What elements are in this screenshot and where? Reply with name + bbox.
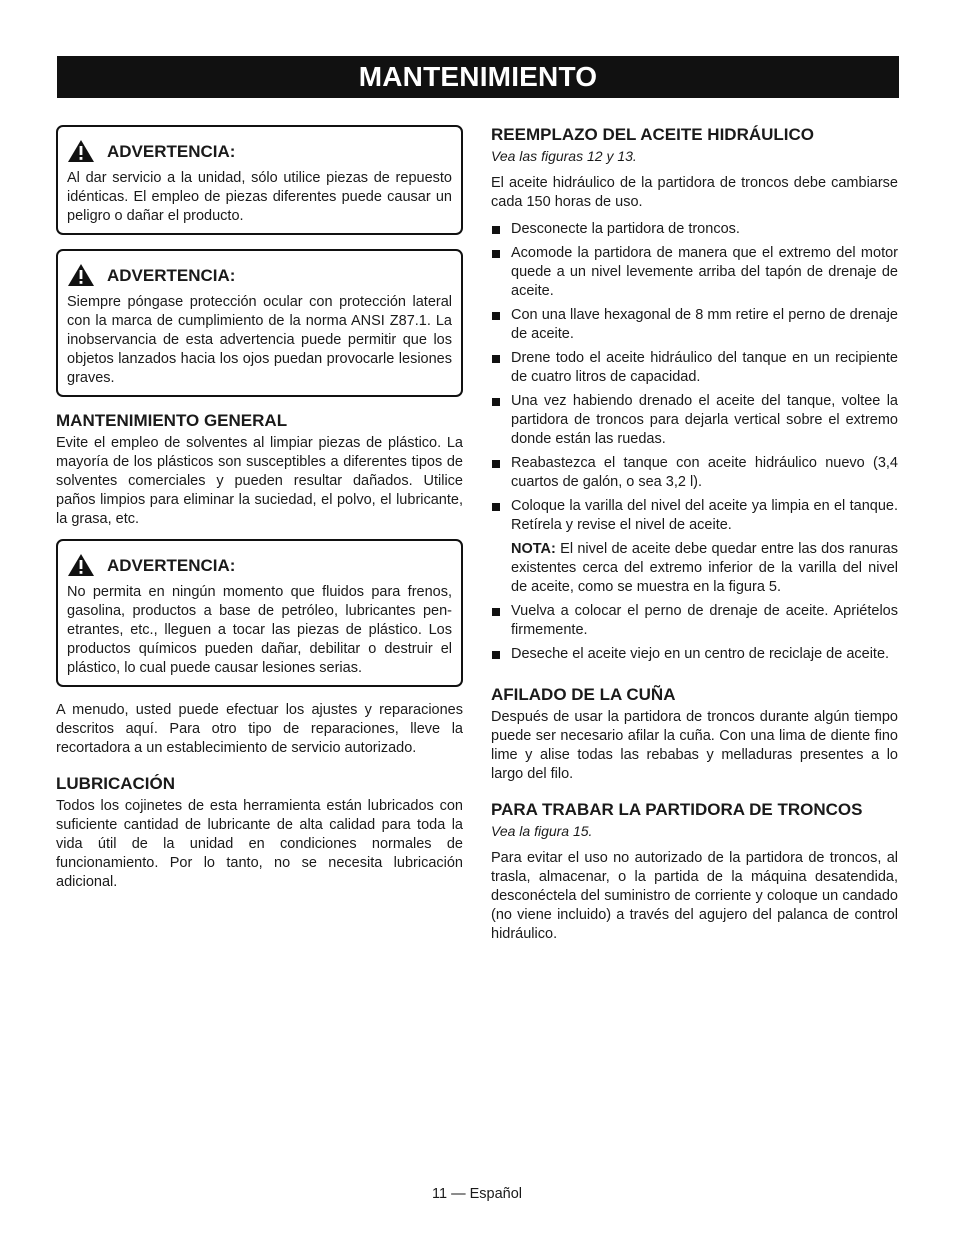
afilado-text: Después de usar la partidora de troncos durante algún tiempo puede ser necesario afilar la cuña. Con una lima de diente fino lime y alise todas las rebabas y melladuras presentes a lo largo del filo. <box>491 709 898 782</box>
warning-header <box>67 139 452 163</box>
warning-title: ADVERTENCIA: <box>107 555 236 575</box>
warning-header <box>67 553 452 577</box>
list-item-text: Vuelva a colocar el perno de drenaje de aceite. Apriételos firmemente. <box>511 603 898 638</box>
aceite-intro: El aceite hidráulico de la partidora de troncos debe cambiarse cada 150 horas de uso. <box>491 175 898 210</box>
page-footer: 11 — Español <box>431 1186 522 1202</box>
list-item-text: Con una llave hexagonal de 8 mm retire el perno de drenaje de aceite. <box>511 307 898 342</box>
nota-paragraph <box>491 540 898 597</box>
right-column <box>491 125 898 944</box>
section-heading-aceite: REEMPLAZO DEL ACEITE HIDRÁULICO <box>491 125 815 144</box>
nota-text: El nivel de aceite debe quedar entre las dos ranuras existentes cerca del extremo inferior de la varilla del nivel de aceite, como se muestra en la figura 5. <box>511 541 898 595</box>
square-bullet-icon <box>492 651 500 659</box>
general-after-warning-text: A menudo, usted puede efectuar los ajustes y reparaciones descritos aquí. Para otro tipo de reparaciones, lleve la recortadora a un establecimiento de servicio autorizado. <box>56 702 463 756</box>
list-item <box>491 306 898 344</box>
aceite-steps-after-list <box>491 602 898 664</box>
left-column <box>56 125 463 892</box>
warning-triangle-icon <box>67 553 95 577</box>
list-item <box>491 602 898 640</box>
list-item-text: Coloque la varilla del nivel del aceite ya limpia en el tanque. Retírela y revise el nivel de aceite. <box>511 498 898 533</box>
square-bullet-icon <box>492 460 500 468</box>
section-heading-afilado: AFILADO DE LA CUÑA <box>491 685 676 704</box>
list-item <box>491 244 898 301</box>
lubricacion-text: Todos los cojinetes de esta herramienta están lubricados con suficiente cantidad de lubricante de alta calidad para toda la vida útil de la unidad en condiciones normales de funcionamiento. Por lo tanto, no se necesita lubricación adicional. <box>56 798 463 890</box>
figure-reference: Vea la figura 15. <box>491 823 593 839</box>
general-text: Evite el empleo de solventes al limpiar piezas de plástico. La mayoría de los plásticos son susceptibles a diferentes tipos de solventes comerciales y pueden resultar dañados. Utilice paños limpios para eliminar la suciedad, el polvo, el lubricante, la grasa, etc. <box>56 435 463 527</box>
figure-reference: Vea las figuras 12 y 13. <box>491 148 637 164</box>
list-item-text: Deseche el aceite viejo en un centro de reciclaje de aceite. <box>511 646 890 662</box>
square-bullet-icon <box>492 398 500 406</box>
aceite-steps-list <box>491 220 898 535</box>
list-item <box>491 454 898 492</box>
nota-label: NOTA: <box>511 541 556 557</box>
square-bullet-icon <box>492 312 500 320</box>
list-item-text: Drene todo el aceite hidráulico del tanque en un recipiente de cuatro litros de capacidad. <box>511 350 898 385</box>
list-item-text: Una vez habiendo drenado el aceite del tanque, voltee la partidora de troncos para dejarla vertical sobre el extremo donde están las ruedas. <box>511 393 898 447</box>
section-heading-general: MANTENIMIENTO GENERAL <box>56 411 288 430</box>
warning-title: ADVERTENCIA: <box>107 141 236 161</box>
square-bullet-icon <box>492 608 500 616</box>
list-item-text: Acomode la partidora de manera que el extremo del motor quede a un nivel levemente arriba del tapón de drenaje de aceite. <box>511 245 898 299</box>
warning-header <box>67 263 452 287</box>
warning-box-3 <box>56 539 463 687</box>
warning-box-1 <box>56 125 463 235</box>
square-bullet-icon <box>492 503 500 511</box>
list-item <box>491 220 898 239</box>
list-item-text: Desconecte la partidora de troncos. <box>511 221 740 237</box>
list-item <box>491 392 898 449</box>
warning-title: ADVERTENCIA: <box>107 265 236 285</box>
trabar-text: Para evitar el uso no autorizado de la partidora de troncos, al trasla, almacenar, o la partida de la máquina desatendida, desconéctela del suministro de corriente y coloque un candado (no viene incluido) a través del agujero del palanca de control hidráulico. <box>491 850 898 942</box>
warning-text: No permita en ningún momento que fluidos para frenos, gasolina, productos a base de petróleo, lubricantes pen-etrantes, etc., lleguen a tocar las piezas de plástico. Los productos químicos pueden dañar, debilitar o destruir el plástico, lo cual puede causar lesiones serias. <box>67 584 452 676</box>
section-heading-lubricacion: LUBRICACIÓN <box>56 774 175 793</box>
list-item-text: Reabastezca el tanque con aceite hidráulico nuevo (3,4 cuartos de galón, o sea 3,2 l). <box>511 455 898 490</box>
warning-text: Al dar servicio a la unidad, sólo utilice piezas de repuesto idénticas. El empleo de piezas diferentes puede causar un peligro o dañar el producto. <box>67 170 452 224</box>
list-item <box>491 645 898 664</box>
warning-text: Siempre póngase protección ocular con protección lateral con la marca de cumplimiento de la norma ANSI Z87.1. La inobservancia de esta advertencia puede permitir que los objetos lanzados hacia los ojos puedan provocarle lesiones graves. <box>67 294 452 386</box>
warning-box-2 <box>56 249 463 397</box>
warning-triangle-icon <box>67 139 95 163</box>
square-bullet-icon <box>492 250 500 258</box>
square-bullet-icon <box>492 226 500 234</box>
warning-triangle-icon <box>67 263 95 287</box>
list-item <box>491 349 898 387</box>
square-bullet-icon <box>492 355 500 363</box>
list-item <box>491 497 898 535</box>
section-heading-trabar: PARA TRABAR LA PARTIDORA DE TRONCOS <box>491 800 863 819</box>
page-title: MANTENIMIENTO <box>57 56 899 98</box>
